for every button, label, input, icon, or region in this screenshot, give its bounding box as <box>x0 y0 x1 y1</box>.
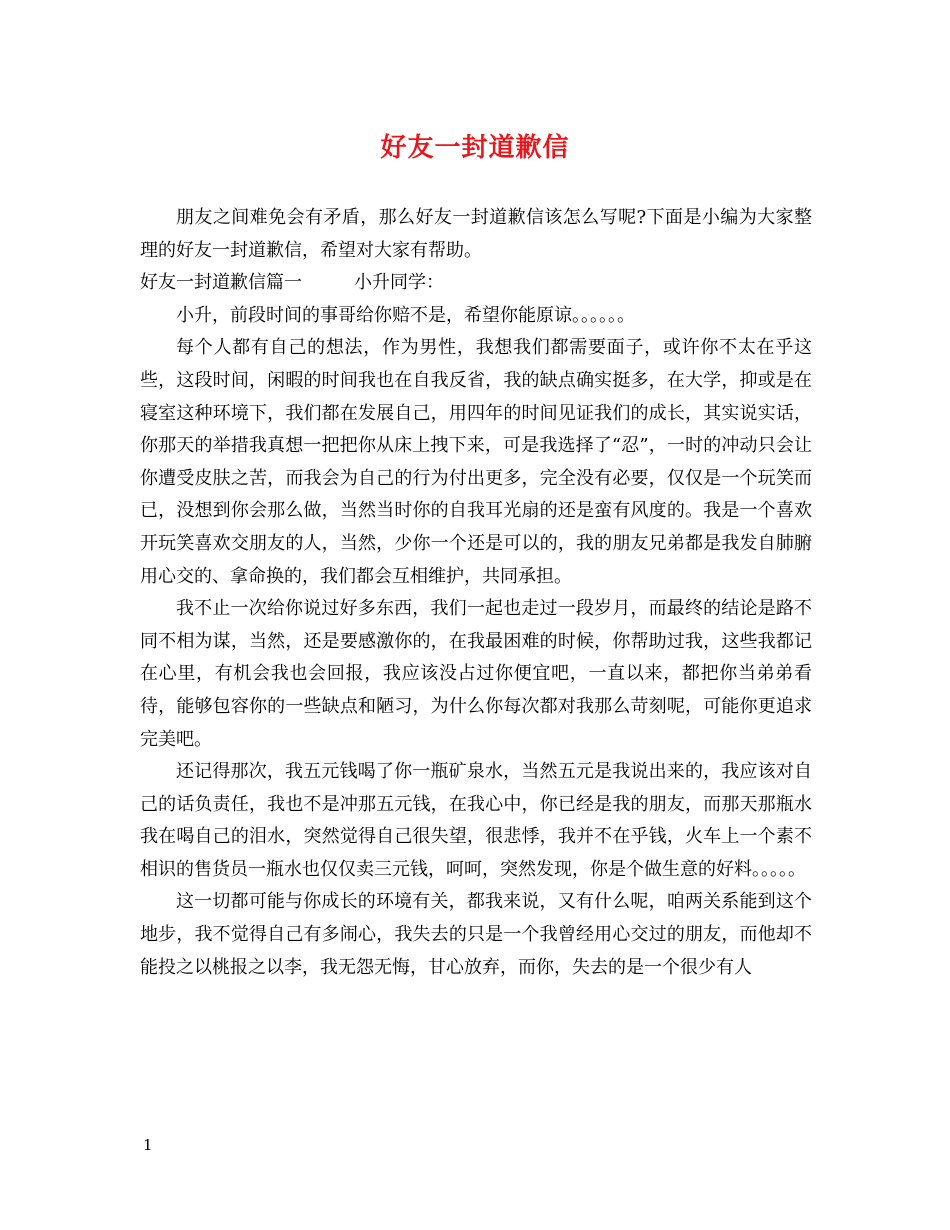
body-paragraph: 每个人都有自己的想法，作为男性，我想我们都需要面子，或许你不太在乎这些，这段时间，闲暇的时间我也在自我反省，我的缺点确实挺多，在大学，抑或是在寝室这种环境下，我们都在发展自己，用四年的时间见证我们的成长，其实说实话，你那天的举措我真想一把把你从床上拽下来，可是我选择了“忍”，一时的冲动只会让你遭受皮肤之苦，而我会为自己的行为付出更多，完全没有必要，仅仅是一个玩笑而已，没想到你会那么做，当然当时你的自我耳光扇的还是蛮有风度的。我是一个喜欢开玩笑喜欢交朋友的人，当然，少你一个还是可以的，我的朋友兄弟都是我发自肺腑用心交的、拿命换的，我们都会互相维护，共同承担。 <box>140 337 812 587</box>
body-paragraph: 我不止一次给你说过好多东西，我们一起也走过一段岁月，而最终的结论是路不同不相为谋，当然，还是要感激你的，在我最困难的时候，你帮助过我，这些我都记在心里，有机会我也会回报，我应该没占过你便宜吧，一直以来，都把你当弟弟看待，能够包容你的一些缺点和陋习，为什么你每次都对我那么苛刻呢，可能你更追求完美吧。 <box>140 598 812 750</box>
section-heading: 好友一封道歉信篇一 <box>140 272 302 294</box>
section-heading-line <box>140 267 812 300</box>
document-title: 好友一封道歉信 <box>380 133 570 163</box>
body-paragraph: 还记得那次，我五元钱喝了你一瓶矿泉水，当然五元是我说出来的，我应该对自己的话负责任，我也不是冲那五元钱，在我心中，你已经是我的朋友，而那天那瓶水我在喝自己的泪水，突然觉得自己很失望，很悲悸，我并不在乎钱，火车上一个素不相识的售货员一瓶水也仅仅卖三元钱，呵呵，突然发现，你是个做生意的好料。。。。。 <box>140 761 812 880</box>
salutation: 小升同学： <box>354 272 444 294</box>
body-paragraph: 小升，前段时间的事哥给你赔不是，希望你能原谅。。。。。。 <box>176 304 635 326</box>
document-body <box>140 202 812 984</box>
page-number: 1 <box>143 1136 153 1154</box>
body-paragraph: 这一切都可能与你成长的环境有关，都我来说，又有什么呢，咱两关系能到这个地步，我不觉得自己有多闹心，我失去的只是一个我曾经用心交过的朋友，而他却不能投之以桃报之以李，我无怨无悔，甘心放弃，而你，失去的是一个很少有人 <box>140 891 812 978</box>
intro-paragraph: 朋友之间难免会有矛盾，那么好友一封道歉信该怎么写呢?下面是小编为大家整理的好友一封道歉信，希望对大家有帮助。 <box>140 207 812 261</box>
